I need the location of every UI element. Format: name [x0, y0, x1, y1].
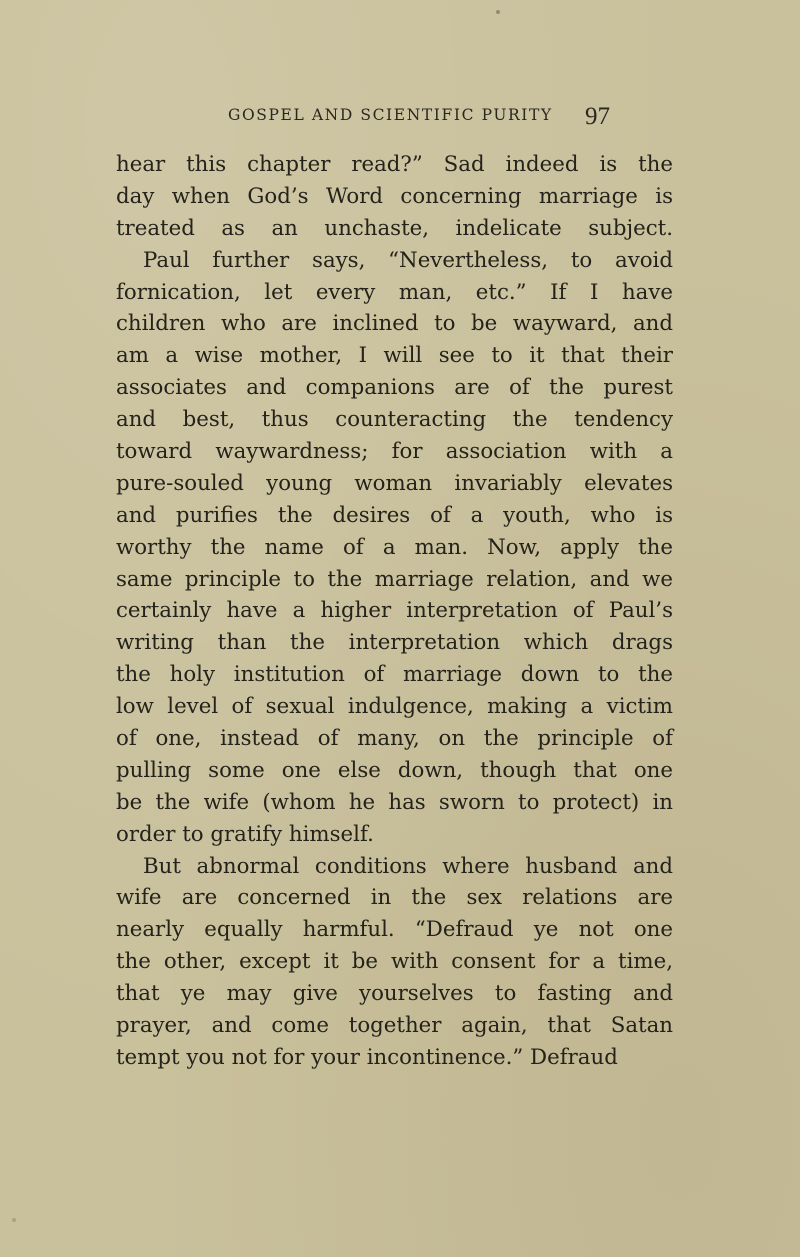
- text-line: treated as an unchaste, indelicate subject.: [116, 215, 673, 241]
- text-line: pure-souled young woman invariably elevates: [116, 470, 673, 496]
- text-line: and best, thus counteracting the tendency: [116, 407, 673, 433]
- text-line: order to gratify himself.: [116, 821, 374, 847]
- text-line: the other, except it be with consent for a time,: [116, 949, 673, 975]
- text-line: toward waywardness; for association with a: [116, 439, 673, 465]
- text-line: associates and companions are of the purest: [116, 375, 673, 401]
- text-line: am a wise mother, I will see to it that their: [116, 343, 673, 369]
- text-line: children who are inclined to be wayward, and: [116, 311, 673, 337]
- text-line: and purifies the desires of a youth, who is: [116, 502, 673, 528]
- text-line: of one, instead of many, on the principle of: [116, 726, 673, 752]
- text-line: tempt you not for your incontinence.” Defraud: [116, 1044, 618, 1070]
- text-line: Paul further says, “Nevertheless, to avoid: [143, 247, 673, 273]
- text-line: pulling some one else down, though that one: [116, 757, 673, 783]
- text-line: prayer, and come together again, that Satan: [116, 1013, 673, 1039]
- text-line: that ye may give yourselves to fasting and: [116, 981, 673, 1007]
- text-line: be the wife (whom he has sworn to protect) in: [116, 789, 673, 815]
- page-number: 97: [585, 103, 610, 130]
- text-line: wife are concerned in the sex relations are: [116, 885, 673, 911]
- running-title: GOSPEL AND SCIENTIFIC PURITY: [228, 106, 553, 124]
- text-line: certainly have a higher interpretation of Paul’s: [116, 598, 673, 624]
- text-line: writing than the interpretation which drags: [116, 630, 673, 656]
- text-line: worthy the name of a man. Now, apply the: [116, 534, 673, 560]
- text-line: same principle to the marriage relation, and we: [116, 566, 673, 592]
- paper-speck: [12, 1218, 16, 1222]
- text-line: hear this chapter read?” Sad indeed is the: [116, 152, 673, 177]
- running-header: [0, 103, 800, 130]
- text-line: day when God’s Word concerning marriage is: [116, 183, 673, 209]
- text-line: fornication, let every man, etc.” If I have: [116, 279, 673, 305]
- paper-speck: [496, 10, 500, 14]
- text-line: the holy institution of marriage down to the: [116, 662, 673, 688]
- body-text: [116, 149, 673, 1074]
- text-line: low level of sexual indulgence, making a victim: [116, 694, 673, 720]
- text-line: But abnormal conditions where husband and: [143, 853, 673, 879]
- text-line: nearly equally harmful. “Defraud ye not one: [116, 917, 673, 943]
